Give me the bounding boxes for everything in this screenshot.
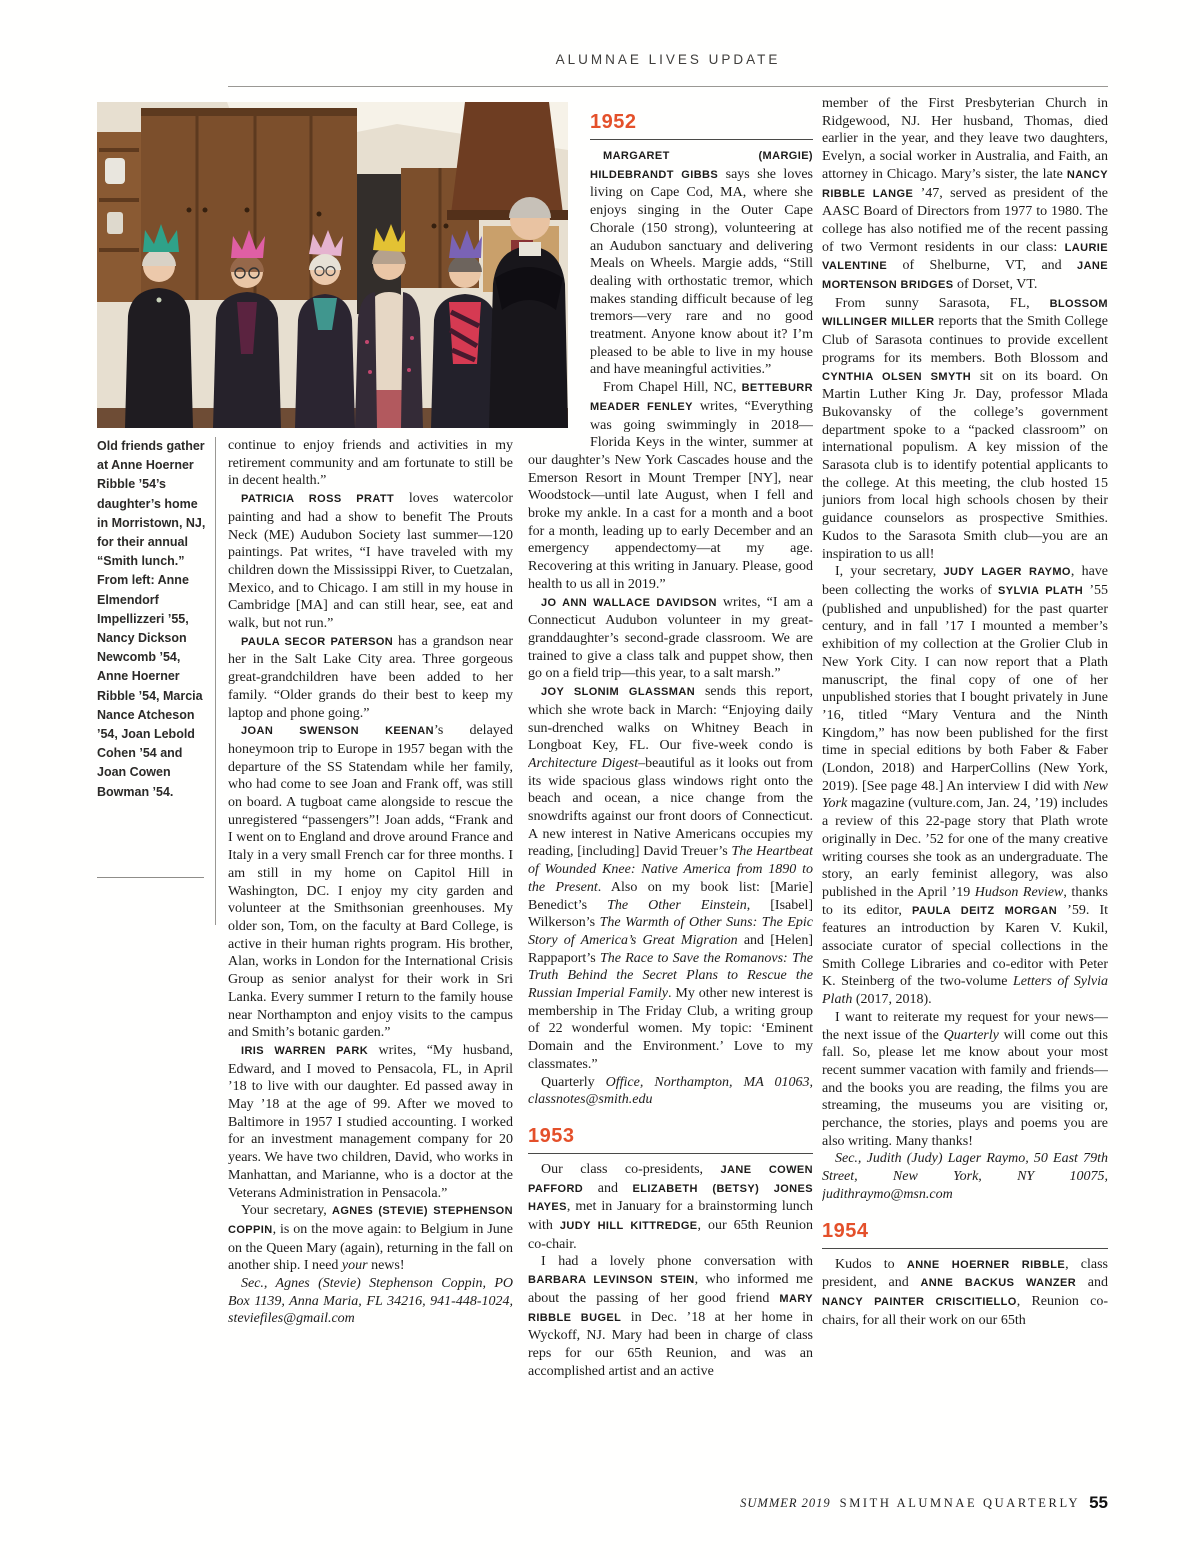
alumnae-photo <box>97 102 568 428</box>
body-text: . Also on my book list: [Marie] Benedict’s <box>528 879 813 913</box>
classmate-name: MARGARET (MARGIE) HILDEBRANDT GIBBS <box>590 150 813 181</box>
section-heading-1952: 1952 <box>590 111 813 140</box>
italic-text: Hudson Review <box>974 884 1064 900</box>
classmate-name: JUDY LAGER RAYMO <box>943 566 1071 579</box>
body-text: , thanks to its editor, <box>822 884 1108 918</box>
classmate-name: NANCY RIBBLE LANGE <box>822 168 1108 200</box>
paragraph <box>822 95 1108 295</box>
classmate-name: PAULA DEITZ MORGAN <box>912 904 1058 917</box>
section-heading-1953: 1953 <box>528 1125 813 1154</box>
italic-text: New York <box>822 778 1108 812</box>
body-text: of Shelburne, VT, and <box>887 258 1078 274</box>
body-text: , met in January for a brainstorming lunch with <box>528 1199 813 1234</box>
classmate-name: MARY RIBBLE BUGEL <box>528 1292 813 1324</box>
running-header: ALUMNAE LIVES UPDATE <box>555 52 781 67</box>
classmate-name: ANNE HOERNER RIBBLE <box>906 1258 1066 1271</box>
paragraph <box>528 594 813 684</box>
caption-rule <box>97 877 204 878</box>
italic-text: Architecture Digest <box>528 755 639 771</box>
section-heading-1954: 1954 <box>822 1220 1108 1249</box>
paragraph <box>228 1275 513 1328</box>
body-text: ’s delayed honeymoon trip to Europe in 1957 began with the departure of the SS Statendam while her family, who had come to see Joan and Frank off, was still on board. A tugboat came alongside to rescue the unregistered “passengers”! Joan adds, “Frank and I went on to England and drove around France and Italy in a very small French car for three months. I am still in my home on Capitol Hill in Washington, DC. I enjoy my city garden and volunteer at the Smithsonian greenhouses. My older son, Tom, on the faculty at Bard College, is active in their human rights program. His brother, Alan, works in London for the International Crisis Group as senior analyst for their work in Sri Lanka. Every summer I return to the family house near Northampton and enjoy visits to the campus and Smith’s botanic garden.” <box>228 723 513 1041</box>
classmate-name: CYNTHIA OLSEN SMYTH <box>822 370 972 383</box>
header-rule <box>228 86 1108 87</box>
body-text: , our 65th Reunion co-chair. <box>528 1218 813 1252</box>
body-text: Kudos to <box>835 1256 907 1272</box>
body-text: , [Isabel] Wilkerson’s <box>528 897 813 931</box>
italic-text: your <box>341 1258 368 1274</box>
body-text: , Reunion co-chairs, for all their work on our 65th <box>822 1294 1108 1328</box>
body-text: says she loves living on Cape Cod, MA, where she enjoys singing in the Outer Cape Chorale (150 strong), volunteering at an Audubon sanctuary and delivering Meals on Wheels. Margie adds, “Still dealing with orthostatic tremor, which makes standing difficult because of leg tremors—very rare and no good treatment. Anyone know about it? I’m pleased to be able to live in my house and have meaningful activities.” <box>590 166 813 378</box>
classmate-name: JOY SLONIM GLASSMAN <box>541 686 696 699</box>
text-column-2 <box>528 95 813 1499</box>
body-text: will come out this fall. So, please let me know about your most recent summer vacation with family and friends—and the books you are reading, the films you are streaming, the museums you are visiting or, perchance, the stories, plays and poems you are also writing. Many thanks! <box>822 1027 1108 1149</box>
body-text: Your secretary, <box>241 1203 332 1219</box>
body-text: writes, “Everything was going swimmingly in 2018—Florida Keys in the winter, summer at our daughter’s New York Cascades house and the Emerson Resort in Mount Tremper [NY], near Woodstock—until late August, when I fell and broke my ankle. In a cast for a month and a boot for a month, leading up to early December and an emergency appendectomy—at my age. Recovering at this writing in January. Please, good health to us all in 2019.” <box>528 398 813 592</box>
body-text: and <box>583 1180 633 1196</box>
body-text: , is on the move again: to Belgium in June on the Queen Mary (again), returning in the fall on another ship. I need <box>228 1221 513 1274</box>
body-text: member of the First Presbyterian Church in Ridgewood, NJ. Her husband, Thomas, died earlier in the year, and they leave two daughters, Evelyn, a social worker in Australia, and Faith, an attorney in Chicago. Mary’s sister, the late <box>822 96 1108 182</box>
body-text: and <box>1076 1275 1108 1291</box>
paragraph <box>528 683 813 1073</box>
classmate-name: AGNES (STEVIE) STEPHENSON COPPIN <box>228 1205 513 1236</box>
body-text: of Dorset, VT. <box>953 277 1038 293</box>
paragraph <box>228 490 513 633</box>
classmate-name: BLOSSOM WILLINGER MILLER <box>822 297 1108 329</box>
alumnae-photo-illustration <box>97 102 568 428</box>
text-column-1 <box>228 437 513 1529</box>
body-text: From Chapel Hill, NC, <box>603 380 742 396</box>
body-text: Quarterly <box>541 1074 606 1090</box>
italic-text: The Race to Save the Romanovs: The Truth Behind the Secret Plans to Rescue the Russian Imperial Family <box>528 950 813 1002</box>
paragraph <box>228 437 513 490</box>
body-text: magazine (vulture.com, Jan. 24, ’19) includes a review of this 22-page story that Plath wrote originally in Dec. ’52 for one of the many creative writing courses she took as an undergraduate. The story, an early feminist allegory, was also published in the April ’19 <box>822 796 1108 900</box>
body-text: writes, “My husband, Edward, and I moved to Pensacola, FL, in April ’18 to live with our daughter. Ed passed away in May ’18 at the age of 99. After we moved to Baltimore in 1957 I studied accounting. I worked for an investment management company for 20 years. We have two children, David, who works in Manhattan, and Marianne, who is a doctor at the Veterans Administration in Pensacola.” <box>228 1042 513 1201</box>
italic-text: Sec., Agnes (Stevie) Stephenson Coppin, PO Box 1139, Anna Maria, FL 34216, 941-448-1024, steviefiles@gmail.com <box>228 1276 513 1327</box>
classmate-name: IRIS WARREN PARK <box>241 1044 369 1057</box>
classmate-name: JO ANN WALLACE DAVIDSON <box>541 596 717 609</box>
photo-caption: Old friends gather at Anne Hoerner Ribble ’54’s daughter’s home in Morristown, NJ, for their annual “Smith lunch.” From left: Anne Elmendorf Impellizzeri ’55, Nancy Dickson Newcomb ’54, Anne Hoerner Ribble ’54, Marcia Nance Atcheson ’54, Joan Lebold Cohen ’54 and Joan Cowen Bowman ’54. <box>97 439 206 799</box>
body-text: sends this report, which she wrote back in March: “Enjoying daily sun-drenched walks on Whitney Beach in Longboat Key, FL. Our five-week condo is <box>528 684 813 754</box>
paragraph <box>228 722 513 1042</box>
paragraph <box>228 633 513 723</box>
classmate-name: BARBARA LEVINSON STEIN <box>528 1274 695 1287</box>
body-text: continue to enjoy friends and activities in my retirement community and am fortunate to still be in decent health.” <box>228 438 513 489</box>
paragraph <box>228 1042 513 1202</box>
body-text: reports that the Smith College Club of Sarasota continues to provide excellent programs for its members. Both Blossom and <box>822 314 1108 366</box>
paragraph <box>822 1009 1108 1151</box>
body-text: –beautiful as it looks out from its wide spacious glass windows right onto the beach and ocean, a nice change from the snowdrifts against our front doors of Connecticut. A new interest in Native Americans occupies my reading, [including] David Treuer’s <box>528 755 813 860</box>
body-text: ’55 (published and unpublished) for the past quarter century, and in fall ’17 I mounted a member’s exhibition of my collection at the Grolier Club in New York City. I can now report that a Plath manuscript, the final copy of one of her unpublished stories that I bought privately in June ’16, titled “Mary Ventura and the Ninth Kingdom,” has now been published for the first time in special editions by both Faber & Faber (London, 2018) and HarperCollins (New York, 2019). [See page 48.] An interview I did with <box>822 582 1108 794</box>
body-text: has a grandson near her in the Salt Lake City area. Three gorgeous great-grandchildren have been added to her family. “Older grands do their best to keep my laptop and phone going.” <box>228 633 513 721</box>
classmate-name: BETTEBURR MEADER FENLEY <box>590 382 813 413</box>
classmate-name: JANE MORTENSON BRIDGES <box>822 260 1108 292</box>
page-footer <box>740 1492 1108 1512</box>
italic-text: The Heartbeat of Wounded Knee: Native America from 1890 to the Present <box>528 844 813 895</box>
body-text: ’47, served as president of the AASC Board of Directors from 1977 to 1980. The college has also notified me of the recent passing of two Vermont residents in our class: <box>822 185 1108 255</box>
body-text: (2017, 2018). <box>852 992 932 1008</box>
paragraph <box>822 563 1108 1009</box>
body-text: sit on its board. On Martin Luther King Jr. Day, professor Mlada Bukovansky of the college’s government department spoke to a “packed classroom” on international populism. A key mission of the Sarasota club is to identify potential applicants to the college. At this meeting, the club hosted 15 juniors from local high schools chosen by their guidance counselors as prospective Smithies. Kudos to the Sarasota Smith club—you are an inspiration to us all! <box>822 368 1108 562</box>
body-text: and [Helen] Rappaport’s <box>528 932 813 966</box>
classmate-name: JANE COWEN PAFFORD <box>528 1163 813 1195</box>
italic-text: The Warmth of Other Suns: The Epic Story of America’s Great Migration <box>528 915 813 948</box>
classmate-name: NANCY PAINTER CRISCITIELLO <box>822 1296 1017 1308</box>
classmate-name: JUDY HILL KITTREDGE <box>559 1220 698 1233</box>
paragraph <box>528 1161 813 1254</box>
classmate-name: SYLVIA PLATH <box>998 584 1084 597</box>
body-text: in Dec. ’18 at her home in Wyckoff, NJ. Mary had been in charge of class reps for our 65th Reunion, and was an accomplished artist and an active <box>528 1309 813 1379</box>
classmate-name: PATRICIA ROSS PRATT <box>241 493 395 506</box>
body-text: From sunny Sarasota, FL, <box>835 295 1050 311</box>
paragraph <box>822 1150 1108 1203</box>
body-text: loves watercolor painting and had a show to benefit The Prouts Neck (ME) Audubon Society last summer—120 paintings. Pat writes, “I have traveled with my children down the Mississippi River, to Cuetzalan, Mexico, and to Chicago. I am still in my house in Cambridge [MA] and can still hear, see, eat and walk, but not run.” <box>228 491 513 632</box>
body-text: I had a lovely phone conversation with <box>541 1254 813 1270</box>
footer-issue: SUMMER 2019 <box>740 1496 831 1510</box>
body-text: I, your secretary, <box>835 564 944 580</box>
italic-text: Sec., Judith (Judy) Lager Raymo, 50 East 79th Street, New York, NY 10075, judithraymo@msn.com <box>822 1151 1108 1202</box>
text-column-3 <box>822 95 1108 1507</box>
column-divider-rule <box>215 437 216 925</box>
page-number: 55 <box>1089 1493 1108 1512</box>
footer-magazine-title: SMITH ALUMNAE QUARTERLY <box>839 1496 1081 1510</box>
body-text: I want to reiterate my request for your news—the next issue of the <box>822 1009 1108 1043</box>
paragraph <box>528 1253 813 1380</box>
body-text: , have been collecting the works of <box>822 564 1108 598</box>
photo-wrap-spacer <box>528 95 590 440</box>
classmate-name: ANNE BACKUS WANZER <box>920 1277 1077 1290</box>
paragraph <box>528 1074 813 1109</box>
body-text: Our class co-presidents, <box>541 1161 721 1177</box>
paragraph <box>228 1202 513 1275</box>
body-text: , class president, and <box>822 1256 1108 1291</box>
italic-text: Office, Northampton, MA 01063, classnotes@smith.edu <box>528 1074 813 1108</box>
classmate-name: LAURIE VALENTINE <box>822 241 1108 273</box>
body-text: writes, “I am a Connecticut Audubon volunteer in my great-granddaughter’s second-grade classroom. We are trained to give a class talk and puppet show, then go on a field trip—this year, to a salt marsh.” <box>528 594 813 682</box>
body-text: news! <box>367 1258 405 1274</box>
body-text: ’59. It features an introduction by Karen V. Kukil, associate curator of special collections in the Smith College Libraries and co-editor with Peter K. Steinberg of the two-volume <box>822 902 1108 990</box>
paragraph <box>822 295 1108 564</box>
italic-text: Quarterly <box>943 1027 999 1043</box>
italic-text: Letters of Sylvia Plath <box>822 974 1108 1008</box>
body-text: , who informed me about the passing of her good friend <box>528 1272 813 1306</box>
classmate-name: ELIZABETH (BETSY) JONES HAYES <box>528 1182 813 1214</box>
body-text: . My other new interest is membership in The Friday Club, a writing group of 22 wonderful women. My topic: ‘Eminent Domain and the Environment.’ Love to my classmates.” <box>528 986 813 1072</box>
classmate-name: JOAN SWENSON KEENAN <box>241 725 434 738</box>
paragraph <box>822 1256 1108 1330</box>
classmate-name: PAULA SECOR PATERSON <box>241 635 394 648</box>
italic-text: The Other Einstein <box>607 897 747 913</box>
